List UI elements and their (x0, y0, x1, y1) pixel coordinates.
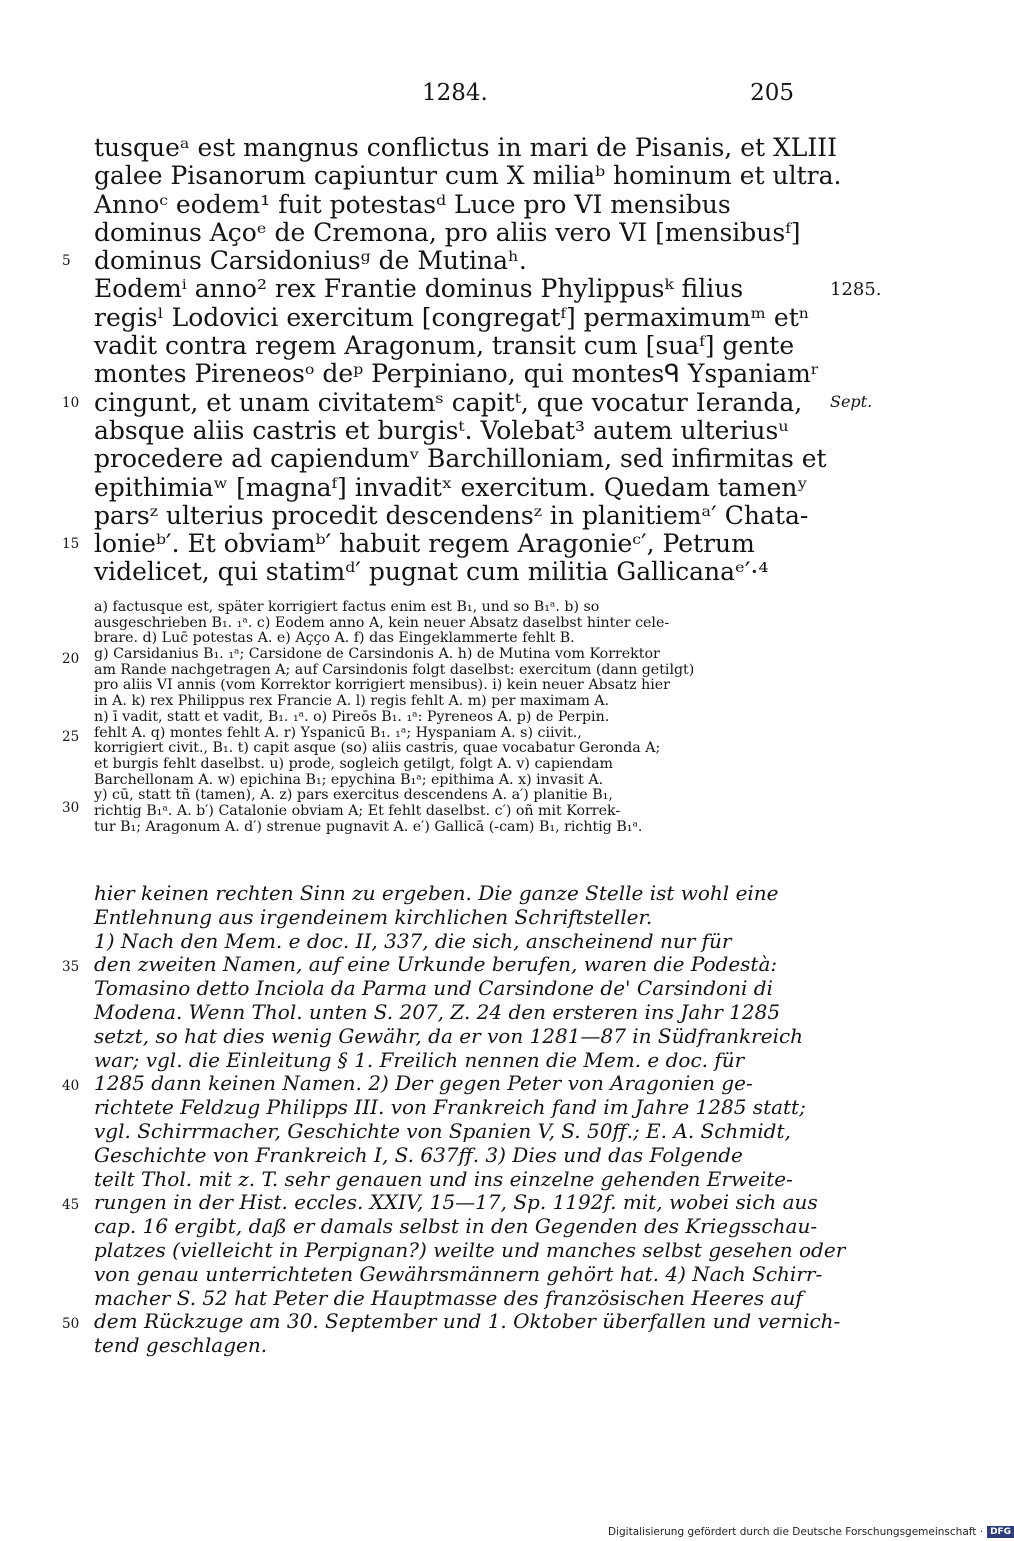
dfg-logo: DFG (987, 1526, 1014, 1538)
text-line: lonieᵇ′. Et obviamᵇ′ habuit regem Aragonieᶜ′, Petrum (94, 529, 755, 559)
text-line: Annoᶜ eodem¹ fuit potestasᵈ Luce pro VI mensibus (94, 189, 731, 219)
text-line: cingunt, et unam civitatemˢ capitᵗ, que vocatur Ieranda, (94, 387, 803, 417)
text-line: dominus Carsidoniusᵍ de Mutinaʰ. (94, 246, 527, 276)
footnote-line: y) cū, statt tñ (tamen), A. z) pars exercitus descendens A. a′) planitie B₁, (94, 787, 613, 804)
text-line: montes Pireneosᵒ deᵖ Perpiniano, qui montesᑫ Yspaniamʳ (94, 359, 820, 389)
line-number: 15 (62, 536, 80, 553)
line-number: 35 (62, 958, 80, 975)
commentary-line: cap. 16 ergibt, daß er damals selbst in den Gegenden des Kriegsschau- (94, 1214, 818, 1239)
commentary-line: Entlehnung aus irgendeinem kirchlichen Schriftsteller. (94, 904, 653, 929)
commentary-line: von genau unterrichteten Gewährsmännern gehört hat. 4) Nach Schirr- (94, 1261, 823, 1286)
text-line: regisˡ Lodovici exercitum [congregatᶠ] permaximumᵐ etⁿ (94, 302, 810, 332)
credit-text: Digitalisierung gefördert durch die Deutsche Forschungsgemeinschaft · (608, 1526, 984, 1538)
footnote-line: fehlt A. q) montes fehlt A. r) Yspanicū B₁. ₁ᵃ; Hyspaniam A. s) ciivit., (94, 724, 582, 741)
margin-note: 1285. (830, 278, 882, 300)
page-number: 205 (750, 80, 794, 106)
line-number: 10 (62, 394, 80, 411)
commentary-line: rungen in der Hist. eccles. XXIV, 15—17, Sp. 1192f. mit, wobei sich aus (94, 1190, 818, 1215)
line-number: 25 (62, 729, 80, 746)
commentary-line: teilt Thol. mit z. T. sehr genauen und ins einzelne gehenden Erweite- (94, 1166, 793, 1191)
footnote-line: a) factusque est, später korrigiert factus enim est B₁, und so B₁ᵃ. b) so (94, 599, 600, 615)
commentary-line: setzt, so hat dies wenig Gewähr, da er von 1281—87 in Südfrankreich (94, 1023, 804, 1048)
line-number: 20 (62, 650, 80, 667)
footnote-line: tur B₁; Aragonum A. d′) strenue pugnavit A. e′) Gallicā (-cam) B₁, richtig B₁ᵃ. (94, 818, 643, 835)
text-line: vadit contra regem Aragonum, transit cum [suaᶠ] gente (94, 331, 795, 361)
text-line: galee Pisanorum capiuntur cum X miliaᵇ hominum et ultra. (94, 161, 842, 191)
commentary-line: platzes (vielleicht in Perpignan?) weilte und manches selbst gesehen oder (94, 1237, 846, 1262)
line-number: 5 (62, 253, 71, 270)
main-text (94, 133, 842, 587)
footnote-line: in A. k) rex Philippus rex Francie A. l) regis fehlt A. m) per maximam A. (94, 693, 610, 710)
page-header (94, 80, 794, 114)
commentary-line: den zweiten Namen, auf eine Urkunde berufen, waren die Podestà: (94, 952, 778, 977)
commentary-line: tend geschlagen. (94, 1333, 268, 1358)
margin-note: Sept. (830, 391, 873, 411)
commentary-line: 1285 dann keinen Namen. 2) Der gegen Peter von Aragonien ge- (94, 1071, 753, 1096)
text-line: dominus Açoᵉ de Cremona, pro aliis vero VI [mensibusᶠ] (94, 217, 801, 247)
footnote-line: Barchellonam A. w) epichina B₁; epychina B₁ᵃ; epithima A. x) invasit A. (94, 771, 604, 788)
text-line: absque aliis castris et burgisᵗ. Volebat³ autem ulteriusᵘ (94, 415, 789, 445)
critical-apparatus (94, 600, 794, 835)
commentary-line: war; vgl. die Einleitung § 1. Freilich nennen die Mem. e doc. für (94, 1047, 745, 1072)
footnote-line: pro aliis VI annis (vom Korrektor korrigiert mensibus). i) kein neuer Absatz hier (94, 677, 670, 694)
footnote-line: korrigiert civit., B₁. t) capit asque (so) aliis castris, quae vocabatur Geronda A; (94, 740, 661, 757)
commentary-line: vgl. Schirrmacher, Geschichte von Spanien V, S. 50ff.; E. A. Schmidt, (94, 1118, 791, 1143)
commentary-line: 1) Nach den Mem. e doc. II, 337, die sich, anscheinend nur für (94, 928, 732, 953)
text-line: tusqueᵃ est mangnus conflictus in mari de Pisanis, et XLIII (94, 133, 838, 162)
line-number: 50 (62, 1315, 80, 1332)
commentary-line: richtete Feldzug Philipps III. von Frankreich fand im Jahre 1285 statt; (94, 1095, 806, 1120)
text-line: videlicet, qui statimᵈ′ pugnat cum militia Gallicanaᵉ′·⁴ (94, 557, 769, 587)
footnote-line: brare. d) Luc̄ potestas A. e) Açço A. f) das Eingeklammerte fehlt B. (94, 630, 575, 647)
footnote-line: n) ī vadit, statt et vadit, B₁. ₁ᵃ. o) Pireōs B₁. ₁ᵃ: Pyreneos A. p) de Perpin. (94, 708, 610, 725)
footnote-line: richtig B₁ᵃ. A. b′) Catalonie obviam A; Et fehlt daselbst. c′) oñ mit Korrek- (94, 802, 621, 819)
commentary-line: Tomasino detto Inciola da Parma und Carsindone de' Carsindoni di (94, 976, 773, 1001)
line-number: 45 (62, 1196, 80, 1213)
footnote-line: ausgeschrieben B₁. ₁ᵃ. c) Eodem anno A, kein neuer Absatz daselbst hinter cele- (94, 614, 670, 631)
line-number: 30 (62, 799, 80, 816)
running-head-year: 1284. (422, 80, 488, 106)
commentary-line: dem Rückzuge am 30. September und 1. Oktober überfallen und vernich- (94, 1309, 841, 1334)
line-number: 40 (62, 1077, 80, 1094)
text-line: parsᶻ ulterius procedit descendensᶻ in planitiemᵃ′ Chata- (94, 500, 809, 530)
footnote-line: et burgis fehlt daselbst. u) prode, sogleich getilgt, folgt A. v) capiendam (94, 755, 614, 772)
digitization-credit (608, 1526, 1014, 1538)
text-line: Eodemⁱ anno² rex Frantie dominus Phylippusᵏ filius (94, 274, 744, 304)
text-line: procedere ad capiendumᵛ Barchilloniam, sed infirmitas et (94, 444, 827, 474)
footnote-line: g) Carsidanius B₁. ₁ᵃ; Carsidone de Carsindonis A. h) de Mutina vom Korrektor (94, 646, 660, 663)
commentary-line: Modena. Wenn Thol. unten S. 207, Z. 24 den ersteren ins Jahr 1285 (94, 999, 781, 1024)
commentary-line: macher S. 52 hat Peter die Hauptmasse des französischen Heeres auf (94, 1285, 803, 1310)
footnote-line: am Rande nachgetragen A; auf Carsindonis folgt daselbst: exercitum (dann getilgt) (94, 661, 695, 678)
commentary-line: Geschichte von Frankreich I, S. 637ff. 3) Dies und das Folgende (94, 1142, 743, 1167)
commentary-line: hier keinen rechten Sinn zu ergeben. Die ganze Stelle ist wohl eine (94, 881, 779, 905)
commentary-notes (94, 881, 846, 1358)
text-line: epithimiaʷ [magnaᶠ] invaditˣ exercitum. Quedam tamenʸ (94, 472, 808, 502)
